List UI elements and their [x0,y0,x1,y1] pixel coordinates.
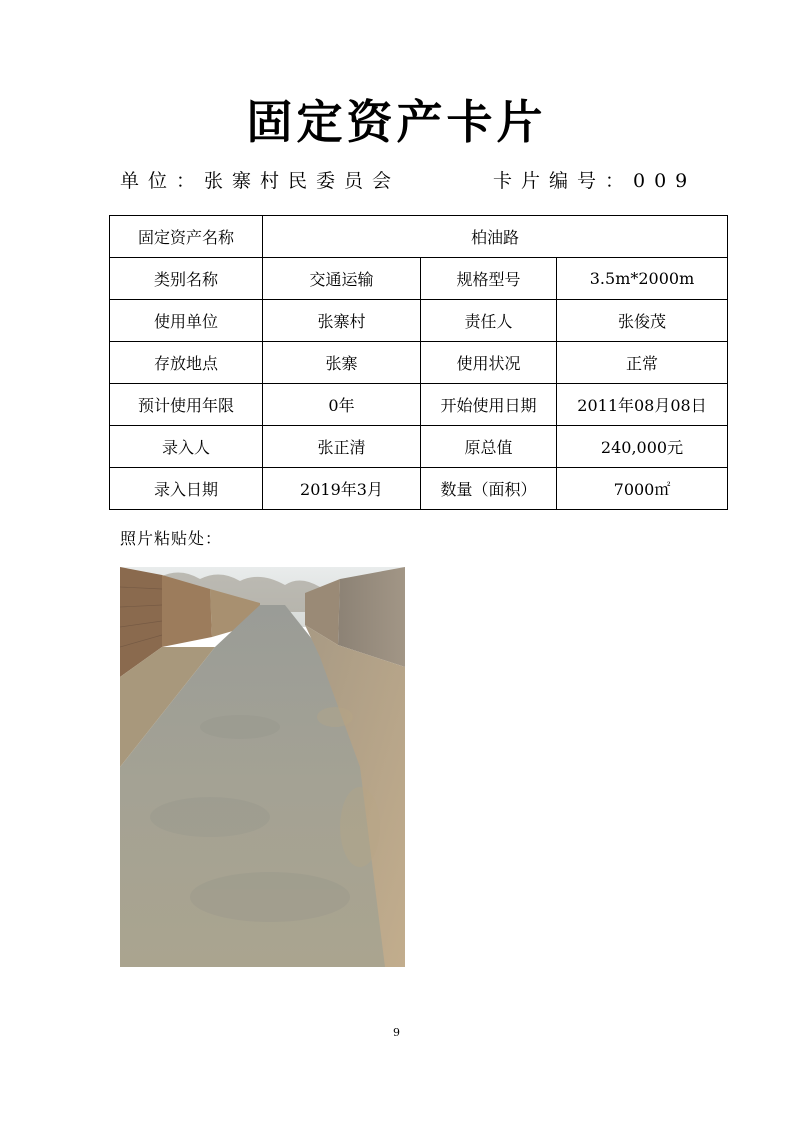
status-label: 使用状况 [421,342,557,384]
entry-date-value: 2019年3月 [263,468,421,510]
quantity-value: 7000㎡ [557,468,728,510]
responsible-label: 责任人 [421,300,557,342]
service-life-value: 0年 [263,384,421,426]
asset-name-value: 柏油路 [263,216,728,258]
table-row [110,258,728,300]
category-label: 类别名称 [110,258,263,300]
table-row [110,384,728,426]
service-life-label: 预计使用年限 [110,384,263,426]
location-label: 存放地点 [110,342,263,384]
spec-value: 3.5m*2000m [557,258,728,300]
unit-line: 单位：张寨村民委员会 [120,170,401,192]
photo-label: 照片粘贴处： [120,529,223,548]
table-row [110,426,728,468]
asset-name-label: 固定资产名称 [110,216,263,258]
start-date-value: 2011年08月08日 [557,384,728,426]
original-value-label: 原总值 [421,426,557,468]
card-number-line: 卡片编号：009 [493,170,697,192]
table-row [110,342,728,384]
responsible-value: 张俊茂 [557,300,728,342]
status-value: 正常 [557,342,728,384]
entry-date-label: 录入日期 [110,468,263,510]
quantity-label: 数量（面积） [421,468,557,510]
road-photo [120,567,405,967]
original-value-value: 240,000元 [557,426,728,468]
page-number: 9 [393,1026,400,1039]
entered-by-label: 录入人 [110,426,263,468]
start-date-label: 开始使用日期 [421,384,557,426]
user-unit-label: 使用单位 [110,300,263,342]
table-row [110,300,728,342]
table-row [110,216,728,258]
user-unit-value: 张寨村 [263,300,421,342]
spec-label: 规格型号 [421,258,557,300]
entered-by-value: 张正清 [263,426,421,468]
asset-info-table [109,215,728,510]
card-title: 固定资产卡片 [246,95,547,149]
category-value: 交通运输 [263,258,421,300]
location-value: 张寨 [263,342,421,384]
table-row [110,468,728,510]
